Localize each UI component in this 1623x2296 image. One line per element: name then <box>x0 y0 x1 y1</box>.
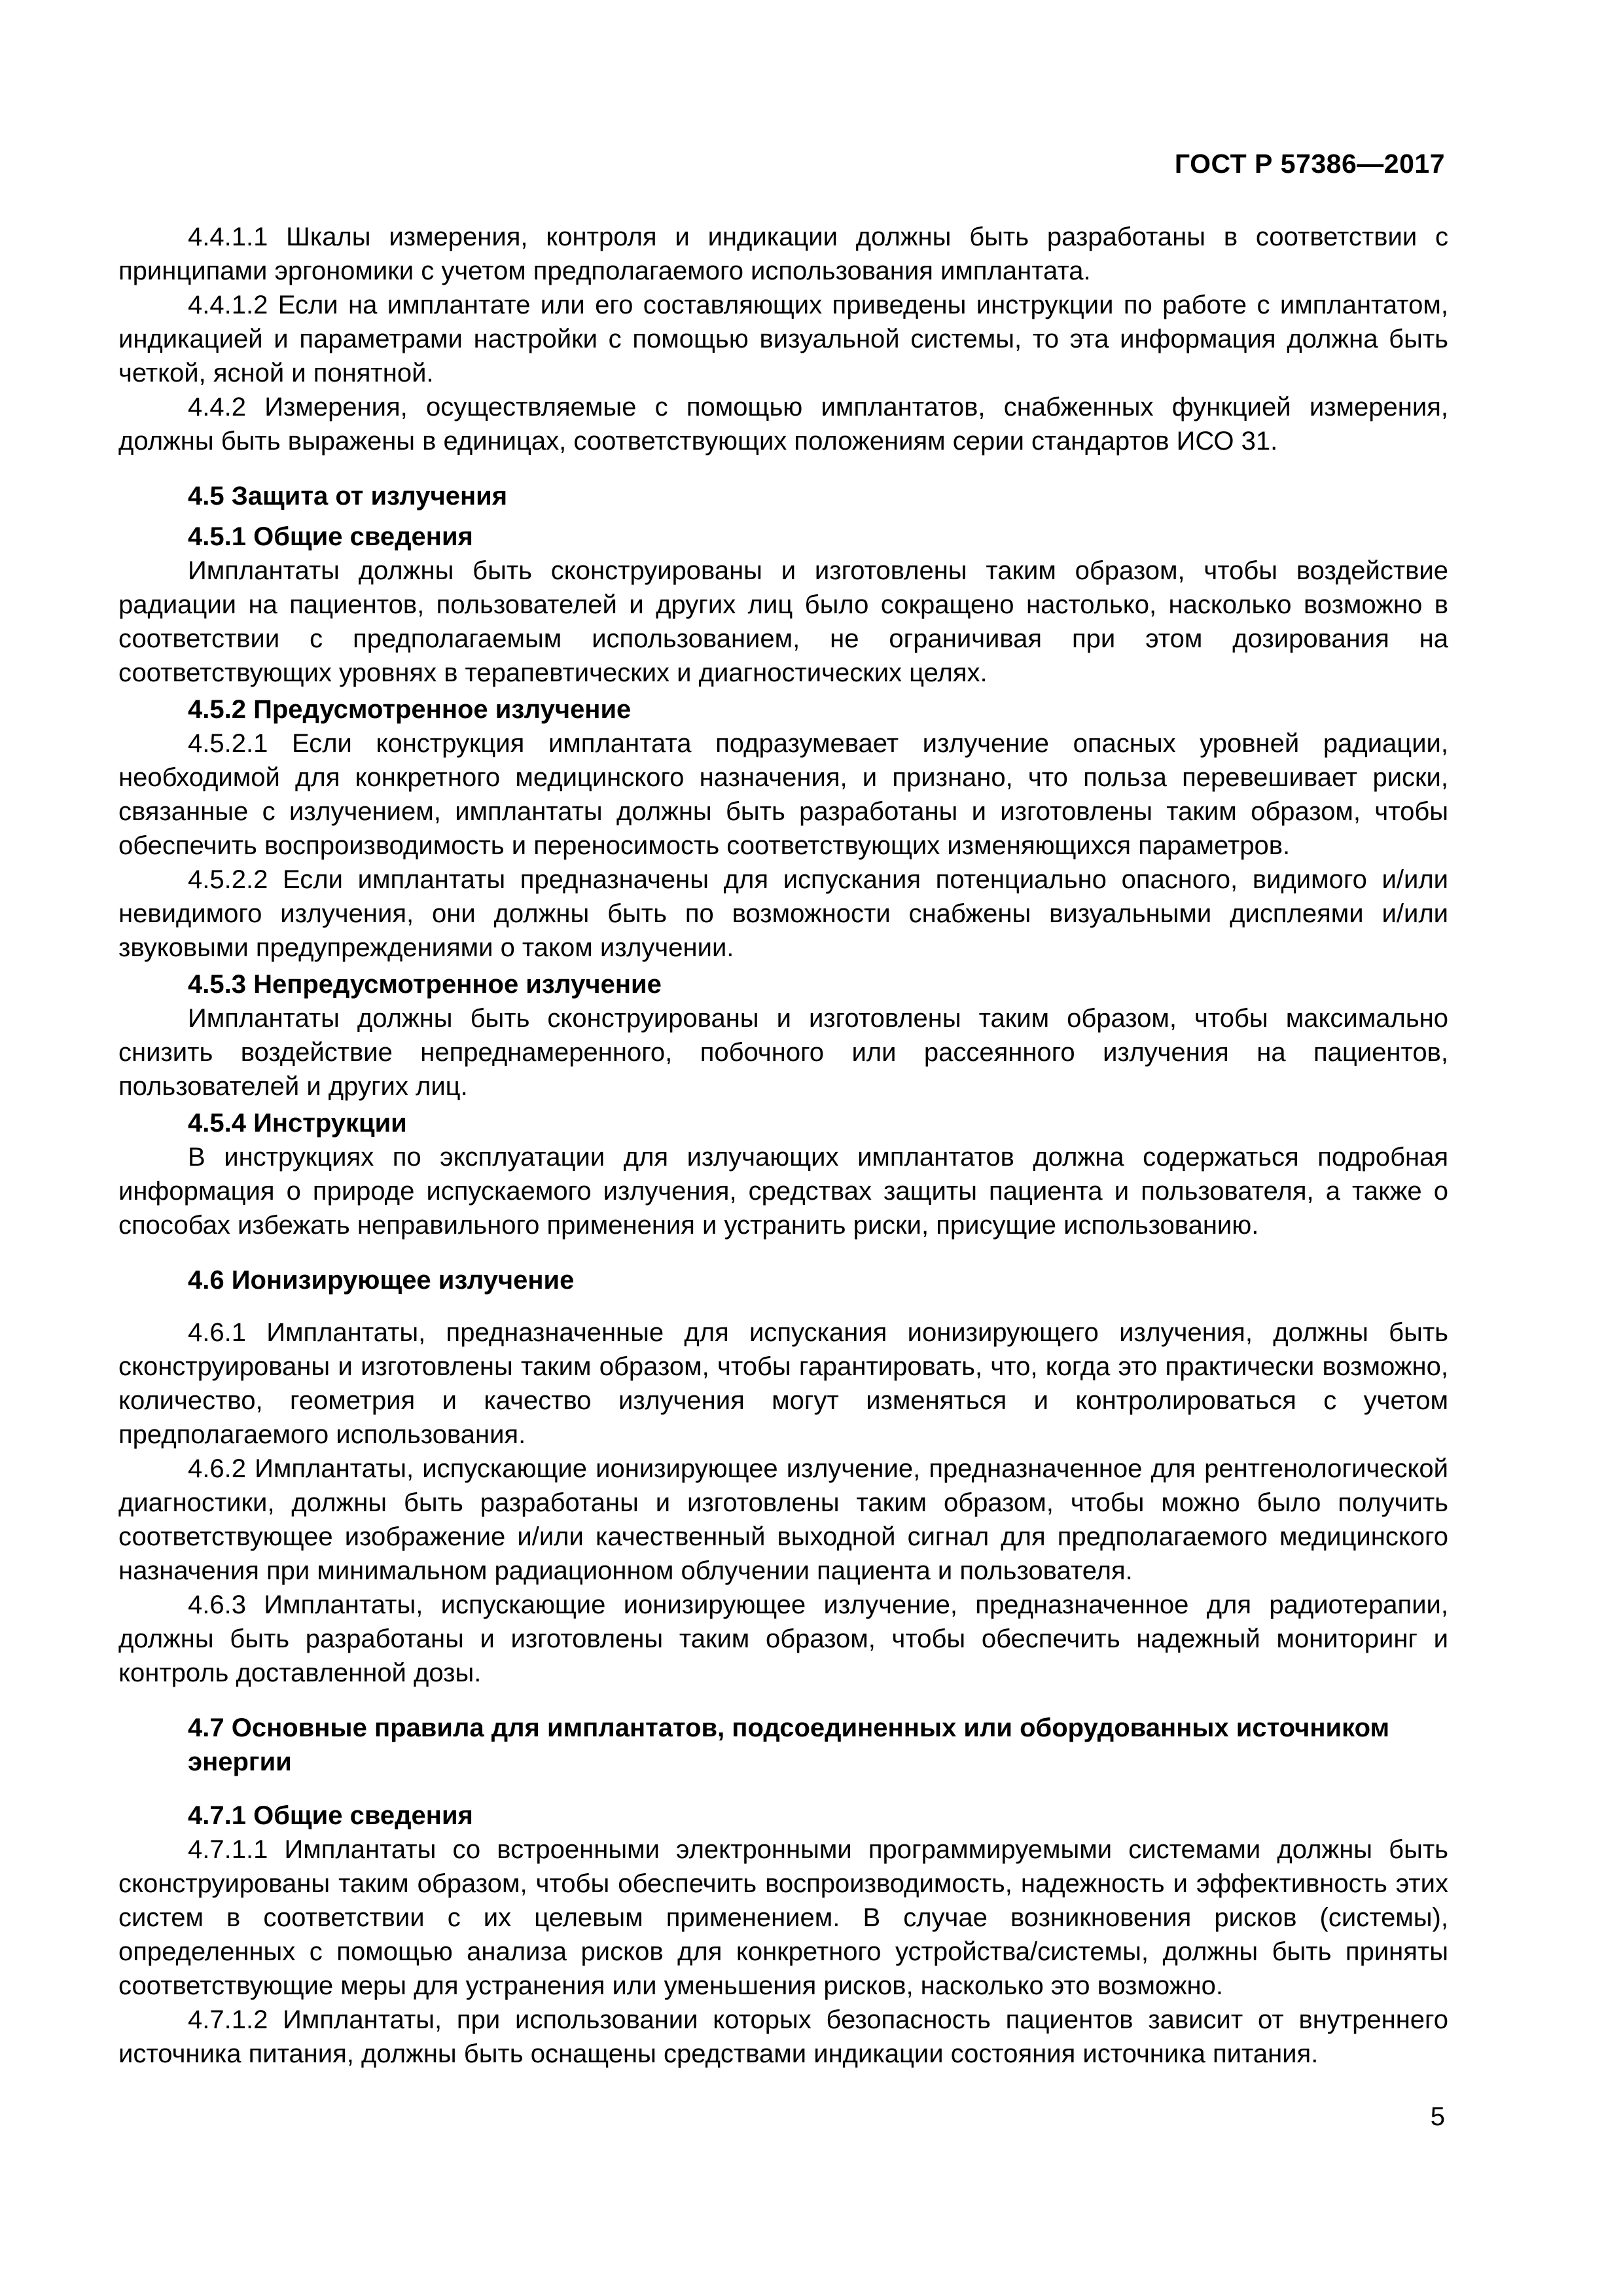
paragraph-4-6-3: 4.6.3 Имплантаты, испускающие ионизирующее излучение, предназначенное для радиотерапии, должны быть разработаны и изготовлены таким образом, чтобы обеспечить надежный мониторинг и контроль доставленной дозы. <box>118 1590 1448 1687</box>
document-body <box>118 220 1448 2071</box>
subsection-heading-4-5-4: 4.5.4 Инструкции <box>188 1109 407 1138</box>
paragraph-4-7-1-2: 4.7.1.2 Имплантаты, при использовании которых безопасность пациентов зависит от внутреннего источника питания, должны быть оснащены средствами индикации состояния источника питания. <box>118 2005 1448 2068</box>
subsection-heading-4-5-1: 4.5.1 Общие сведения <box>188 522 473 551</box>
paragraph-4-4-2: 4.4.2 Измерения, осуществляемые с помощью имплантатов, снабженных функцией измерения, должны быть выражены в единицах, соответствующих положениям серии стандартов ИСО 31. <box>118 393 1448 456</box>
paragraph-4-5-1: Имплантаты должны быть сконструированы и изготовлены таким образом, чтобы воздействие радиации на пациентов, пользователей и других лиц было сокращено настолько, насколько возможно в соответствии с предполагаемым использованием, не ограничивая при этом дозирования на соответствующих уровнях в терапевтических и диагностических целях. <box>118 556 1448 687</box>
paragraph-4-5-2-1: 4.5.2.1 Если конструкция имплантата подразумевает излучение опасных уровней радиации, необходимой для конкретного медицинского назначения, и признано, что польза перевешивает риски, связанные с излучением, имплантаты должны быть разработаны и изготовлены таким образом, чтобы обеспечить воспроизводимость и переносимость соответствующих изменяющихся параметров. <box>118 729 1448 860</box>
paragraph-4-5-4: В инструкциях по эксплуатации для излучающих имплантатов должна содержаться подробная информация о природе испускаемого излучения, средствах защиты пациента и пользователя, а также о способах избежать неправильного применения и устранить риски, присущие использованию. <box>118 1143 1448 1240</box>
section-heading-4-6: 4.6 Ионизирующее излучение <box>188 1266 575 1295</box>
section-heading-4-5: 4.5 Защита от излучения <box>188 482 508 511</box>
paragraph-4-7-1-1: 4.7.1.1 Имплантаты со встроенными электронными программируемыми системами должны быть сконструированы таким образом, чтобы обеспечить воспроизводимость, надежность и эффективность этих систем в соответствии с их целевым применением. В случае возникновения рисков (системы), определенных с помощью анализа рисков для конкретного устройства/системы, должны быть приняты соответствующие меры для устранения или уменьшения рисков, насколько это возможно. <box>118 1835 1448 2000</box>
subsection-heading-4-7-1: 4.7.1 Общие сведения <box>188 1801 473 1830</box>
paragraph-4-6-1: 4.6.1 Имплантаты, предназначенные для испускания ионизирующего излучения, должны быть сконструированы и изготовлены таким образом, чтобы гарантировать, что, когда это практически возможно, количество, геометрия и качество излучения могут изменяться и контролироваться с учетом предполагаемого использования. <box>118 1318 1448 1449</box>
subsection-heading-4-5-2: 4.5.2 Предусмотренное излучение <box>188 695 632 724</box>
section-heading-4-7: 4.7 Основные правила для имплантатов, подсоединенных или оборудованных источником энергии <box>188 1713 1390 1776</box>
paragraph-4-4-1-1: 4.4.1.1 Шкалы измерения, контроля и индикации должны быть разработаны в соответствии с принципами эргономики с учетом предполагаемого использования имплантата. <box>118 223 1448 285</box>
paragraph-4-4-1-2: 4.4.1.2 Если на имплантате или его составляющих приведены инструкции по работе с имплантатом, индикацией и параметрами настройки с помощью визуальной системы, то эта информация должна быть четкой, ясной и понятной. <box>118 291 1448 387</box>
paragraph-4-5-3: Имплантаты должны быть сконструированы и изготовлены таким образом, чтобы максимально снизить воздействие непреднамеренного, побочного или рассеянного излучения на пациентов, пользователей и других лиц. <box>118 1004 1448 1101</box>
page-number: 5 <box>1430 2102 1445 2131</box>
paragraph-4-5-2-2: 4.5.2.2 Если имплантаты предназначены для испускания потенциально опасного, видимого и/или невидимого излучения, они должны быть по возможности снабжены визуальными дисплеями и/или звуковыми предупреждениями о таком излучении. <box>118 865 1448 962</box>
document-standard-header: ГОСТ Р 57386—2017 <box>1174 149 1445 179</box>
paragraph-4-6-2: 4.6.2 Имплантаты, испускающие ионизирующее излучение, предназначенное для рентгенологической диагностики, должны быть разработаны и изготовлены таким образом, чтобы можно было получить соответствующее изображение и/или качественный выходной сигнал для предполагаемого медицинского назначения при минимальном радиационном облучении пациента и пользователя. <box>118 1454 1448 1585</box>
subsection-heading-4-5-3: 4.5.3 Непредусмотренное излучение <box>188 970 662 999</box>
